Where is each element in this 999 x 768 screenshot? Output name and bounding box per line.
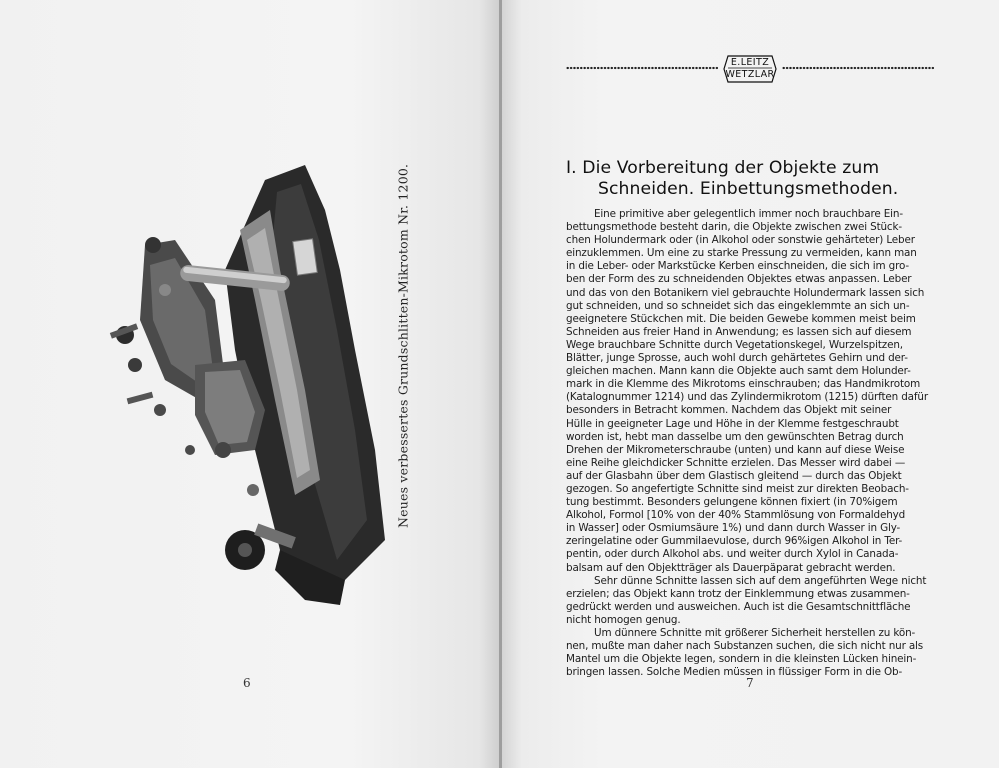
text-line: Alkohol, Formol [10% von der 40% Stammlösung von Formaldehyd: [566, 509, 906, 522]
body-text: [566, 208, 936, 679]
text-line: Hülle in geeigneter Lage und Höhe in der Klemme festgeschraubt: [566, 417, 899, 430]
right-page: [502, 0, 999, 768]
header-dotted-rule-left: [566, 66, 718, 70]
logo-text-bottom: WETZLAR: [725, 69, 775, 80]
maker-plate-icon: [293, 239, 318, 275]
text-line: worden ist, hebt man dasselbe um den gewünschten Betrag durch: [566, 430, 904, 443]
text-line: auf der Glasbahn über dem Glastisch gleitend — durch das Objekt: [566, 469, 902, 482]
text-line: Mantel um die Objekte legen, sondern in die kleinsten Lücken hinein-: [566, 653, 917, 666]
text-line: in Wasser] oder Osmiumsäure 1%) und dann durch Wasser in Gly-: [566, 522, 901, 535]
text-line: Sehr dünne Schnitte lassen sich auf dem angeführten Wege nicht: [594, 574, 927, 587]
text-line: besonders in Betracht kommen. Nachdem das Objekt mit seiner: [566, 404, 892, 417]
text-line: pentin, oder durch Alkohol abs. und weiter durch Xylol in Canada-: [566, 548, 899, 561]
text-line: mark in die Klemme des Mikrotoms einschrauben; das Handmikrotom: [566, 378, 921, 391]
page-number-left: 6: [243, 676, 251, 690]
text-line: und das von den Botanikern viel gebrauchte Holundermark lassen sich: [566, 286, 925, 299]
text-line: (Katalognummer 1214) und das Zylindermikrotom (1215) dürften dafür: [566, 391, 928, 404]
text-line: balsam auf den Objektträger als Dauerpäparat gebracht werden.: [566, 561, 896, 574]
figure-caption: Neues verbessertes Grundschlitten-Mikrotom Nr. 1200.: [395, 163, 411, 528]
text-line: gezogen. So angefertigte Schnitte sind meist zur direkten Beobach-: [566, 482, 909, 495]
text-line: bettungsmethode besteht darin, die Objekte zwischen zwei Stück-: [566, 221, 902, 234]
text-line: erzielen; das Objekt kann trotz der Einklemmung etwas zusammen-: [566, 587, 910, 600]
text-line: geeignetere Stückchen mit. Die beiden Gewebe kommen meist beim: [566, 312, 916, 325]
text-line: nicht homogen genug.: [566, 613, 681, 626]
header-dotted-rule-right: [782, 66, 934, 70]
chapter-title-line-1: I. Die Vorbereitung der Objekte zum: [566, 158, 880, 178]
text-line: Wege brauchbare Schnitte durch Vegetationskegel, Wurzelspitzen,: [566, 338, 903, 351]
text-line: Blätter, junge Sprosse, auch wohl durch gehärtetes Gehirn und der-: [566, 352, 908, 365]
text-line: nen, mußte man daher nach Substanzen suchen, die sich nicht nur als: [566, 640, 924, 653]
text-line: in die Leber- oder Markstücke Kerben einschneiden, die sich im gro-: [566, 260, 910, 273]
page-header: [566, 54, 934, 84]
text-line: zeringelatine oder Gummilaevulose, durch 96%igen Alkohol in Ter-: [566, 535, 903, 548]
text-line: gut schneiden, und so schneidet sich das eingeklemmte an sich un-: [566, 299, 910, 312]
chapter-title: [566, 158, 936, 200]
text-line: tung bestimmt. Besonders gelungene können fixiert (in 70%igem: [566, 496, 898, 509]
text-line: bringen lassen. Solche Medien müssen in flüssiger Form in die Ob-: [566, 666, 903, 679]
text-line: ben der Form des zu schneidenden Objektes etwas anpassen. Leber: [566, 273, 912, 286]
text-line: gedrückt werden und ausweichen. Auch ist die Gesamtschnittfläche: [566, 600, 911, 613]
text-line: gleichen machen. Mann kann die Objekte auch samt dem Holunder-: [566, 365, 911, 378]
text-line: eine Reihe gleichdicker Schnitte erzielen. Das Messer wird dabei —: [566, 456, 906, 469]
text-line: chen Holundermark oder (in Alkohol oder sonstwie gehärteter) Leber: [566, 234, 915, 247]
logo-text-top: E.LEITZ: [730, 57, 770, 68]
text-line: einzuklemmen. Um eine zu starke Pressung zu vermeiden, kann man: [566, 247, 917, 260]
text-line: Um dünnere Schnitte mit größerer Sicherheit herstellen zu kön-: [594, 627, 916, 639]
microtome-illustration: [105, 150, 395, 610]
chapter-title-line-2: Schneiden. Einbettungsmethoden.: [598, 179, 899, 199]
text-line: Drehen der Mikrometerschraube (unten) und kann auf diese Weise: [566, 443, 905, 456]
text-line: Schneiden aus freier Hand in Anwendung; es lassen sich auf diesem: [566, 325, 912, 338]
left-page: [0, 0, 499, 768]
figure-caption-wrap: [392, 163, 414, 528]
text-line: Eine primitive aber gelegentlich immer noch brauchbare Ein-: [594, 208, 903, 220]
page-number-right: 7: [746, 676, 754, 690]
